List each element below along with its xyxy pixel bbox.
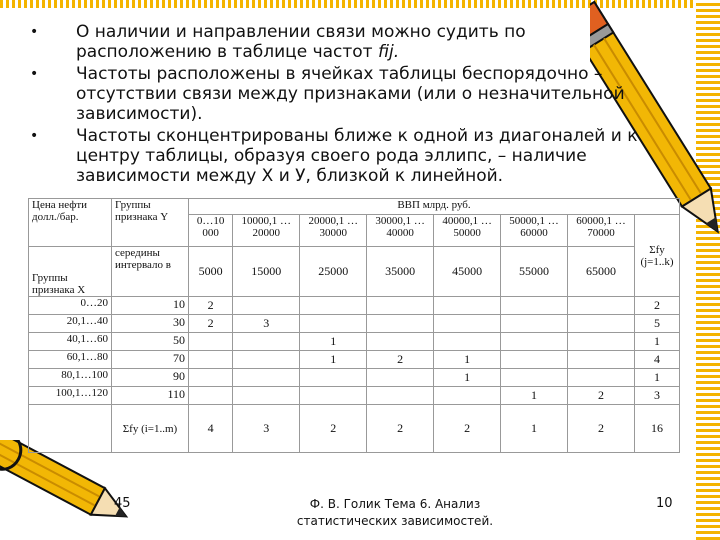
- bottom-sum-cell: 3: [233, 405, 300, 453]
- frequency-cell: [233, 369, 300, 387]
- table-row: [29, 315, 680, 333]
- bullet-list: [30, 22, 650, 188]
- row-sum-cell: 4: [635, 351, 680, 369]
- x-midpoint-cell: 90: [112, 369, 189, 387]
- bullet-item: • Частоты расположены в ячейках таблицы беспорядочно – отсутствии связи между признаками (или о незначительной зависимости).: [30, 64, 625, 124]
- frequency-cell: [189, 351, 233, 369]
- frequency-cell: 2: [189, 297, 233, 315]
- frequency-cell: [568, 351, 635, 369]
- y-range-cell: 10000,1 …20000: [233, 215, 300, 247]
- frequency-table-container: [28, 198, 680, 460]
- footer-page-left: 45: [114, 496, 131, 511]
- row-sum-cell: 1: [635, 333, 680, 351]
- frequency-cell: [501, 333, 568, 351]
- footer-title: Ф. В. Голик Тема 6. Анализ статистических зависимостей.: [296, 497, 494, 528]
- footer-page-right: 10: [656, 496, 673, 511]
- frequency-cell: [233, 351, 300, 369]
- frequency-cell: [300, 315, 367, 333]
- x-midpoint-cell: 110: [112, 387, 189, 405]
- frequency-cell: [233, 333, 300, 351]
- bullet-dot-icon: •: [30, 66, 39, 82]
- formula-fij: fij.: [378, 42, 400, 62]
- bottom-sum-cell: 2: [367, 405, 434, 453]
- frequency-cell: [434, 333, 501, 351]
- bullet-dot-icon: •: [30, 128, 39, 144]
- frequency-cell: [434, 387, 501, 405]
- frequency-cell: [300, 297, 367, 315]
- row-sum-cell: 3: [635, 387, 680, 405]
- frequency-cell: [568, 369, 635, 387]
- frequency-cell: [501, 297, 568, 315]
- frequency-cell: [233, 387, 300, 405]
- y-midpoint-cell: 25000: [300, 247, 367, 297]
- table-row: [29, 369, 680, 387]
- frequency-cell: 1: [434, 351, 501, 369]
- table-body: [29, 297, 680, 405]
- table-row: [29, 351, 680, 369]
- gdp-header: ВВП млрд. руб.: [189, 199, 680, 215]
- groups-x-label: Группы признака X: [29, 247, 112, 297]
- corner-label: Цена нефти долл./бар.: [29, 199, 112, 247]
- frequency-cell: 2: [568, 387, 635, 405]
- y-range-cell: 50000,1 …60000: [501, 215, 568, 247]
- frequency-cell: [367, 333, 434, 351]
- x-midpoint-cell: 70: [112, 351, 189, 369]
- y-midpoint-cell: 5000: [189, 247, 233, 297]
- frequency-cell: 1: [434, 369, 501, 387]
- frequency-cell: [434, 297, 501, 315]
- midpoint-row: [29, 247, 680, 297]
- frequency-cell: [367, 369, 434, 387]
- x-range-cell: 40,1…60: [29, 333, 112, 351]
- row-sum-cell: 5: [635, 315, 680, 333]
- frequency-cell: [300, 369, 367, 387]
- bottom-sum-cell: 2: [300, 405, 367, 453]
- frequency-table: [28, 198, 680, 453]
- groups-y-label: Группы признака Y: [112, 199, 189, 247]
- sum-fy-header: Σfy (j=1..k): [635, 215, 680, 297]
- x-range-cell: 0…20: [29, 297, 112, 315]
- x-range-cell: 20,1…40: [29, 315, 112, 333]
- frequency-cell: [501, 351, 568, 369]
- y-midpoint-cell: 35000: [367, 247, 434, 297]
- frequency-cell: [568, 333, 635, 351]
- frequency-cell: 2: [189, 315, 233, 333]
- frequency-cell: [568, 297, 635, 315]
- frequency-cell: [189, 369, 233, 387]
- table-row: [29, 387, 680, 405]
- y-midpoint-cell: 45000: [434, 247, 501, 297]
- bottom-sum-cell: 4: [189, 405, 233, 453]
- y-midpoint-cell: 65000: [568, 247, 635, 297]
- frequency-cell: [189, 333, 233, 351]
- y-range-cell: 40000,1 …50000: [434, 215, 501, 247]
- frequency-cell: [300, 387, 367, 405]
- y-range-cell: 60000,1 …70000: [568, 215, 635, 247]
- table-row: [29, 333, 680, 351]
- frequency-cell: [189, 387, 233, 405]
- frequency-cell: 1: [501, 387, 568, 405]
- frequency-cell: [367, 387, 434, 405]
- frequency-cell: [501, 369, 568, 387]
- frequency-cell: [233, 297, 300, 315]
- y-range-cell: 30000,1 …40000: [367, 215, 434, 247]
- bullet-dot-icon: •: [30, 24, 39, 40]
- frequency-cell: 3: [233, 315, 300, 333]
- y-range-cell: 20000,1 …30000: [300, 215, 367, 247]
- frequency-cell: [367, 297, 434, 315]
- y-midpoint-cell: 55000: [501, 247, 568, 297]
- row-sum-cell: 1: [635, 369, 680, 387]
- y-range-cell: 0…10 000: [189, 215, 233, 247]
- frequency-cell: 1: [300, 351, 367, 369]
- x-range-cell: 60,1…80: [29, 351, 112, 369]
- bottom-sum-cell: 1: [501, 405, 568, 453]
- x-midpoint-cell: 30: [112, 315, 189, 333]
- frequency-cell: 2: [367, 351, 434, 369]
- table-row: [29, 297, 680, 315]
- bottom-sum-cell: 2: [568, 405, 635, 453]
- midpoints-label: середины интервало в: [112, 247, 189, 297]
- bottom-total-cell: 16: [635, 405, 680, 453]
- bottom-sum-cell: 2: [434, 405, 501, 453]
- x-midpoint-cell: 10: [112, 297, 189, 315]
- sum-fy-row-label: Σfy (i=1..m): [112, 405, 189, 453]
- x-range-cell: 100,1…120: [29, 387, 112, 405]
- bullet-item: • Частоты сконцентрированы ближе к одной из диагоналей и к центру таблицы, образуя своего рода эллипс, – наличие зависимости между X и У, близкой к линейной.: [30, 126, 638, 186]
- frequency-cell: [568, 315, 635, 333]
- x-range-cell: 80,1…100: [29, 369, 112, 387]
- row-sum-cell: 2: [635, 297, 680, 315]
- y-midpoint-cell: 15000: [233, 247, 300, 297]
- x-midpoint-cell: 50: [112, 333, 189, 351]
- frequency-cell: [367, 315, 434, 333]
- bottom-sum-row: [29, 405, 680, 453]
- bullet-item: • О наличии и направлении связи можно судить по расположению в таблице частот fij.: [30, 22, 526, 62]
- frequency-cell: [501, 315, 568, 333]
- frequency-cell: [434, 315, 501, 333]
- frequency-cell: 1: [300, 333, 367, 351]
